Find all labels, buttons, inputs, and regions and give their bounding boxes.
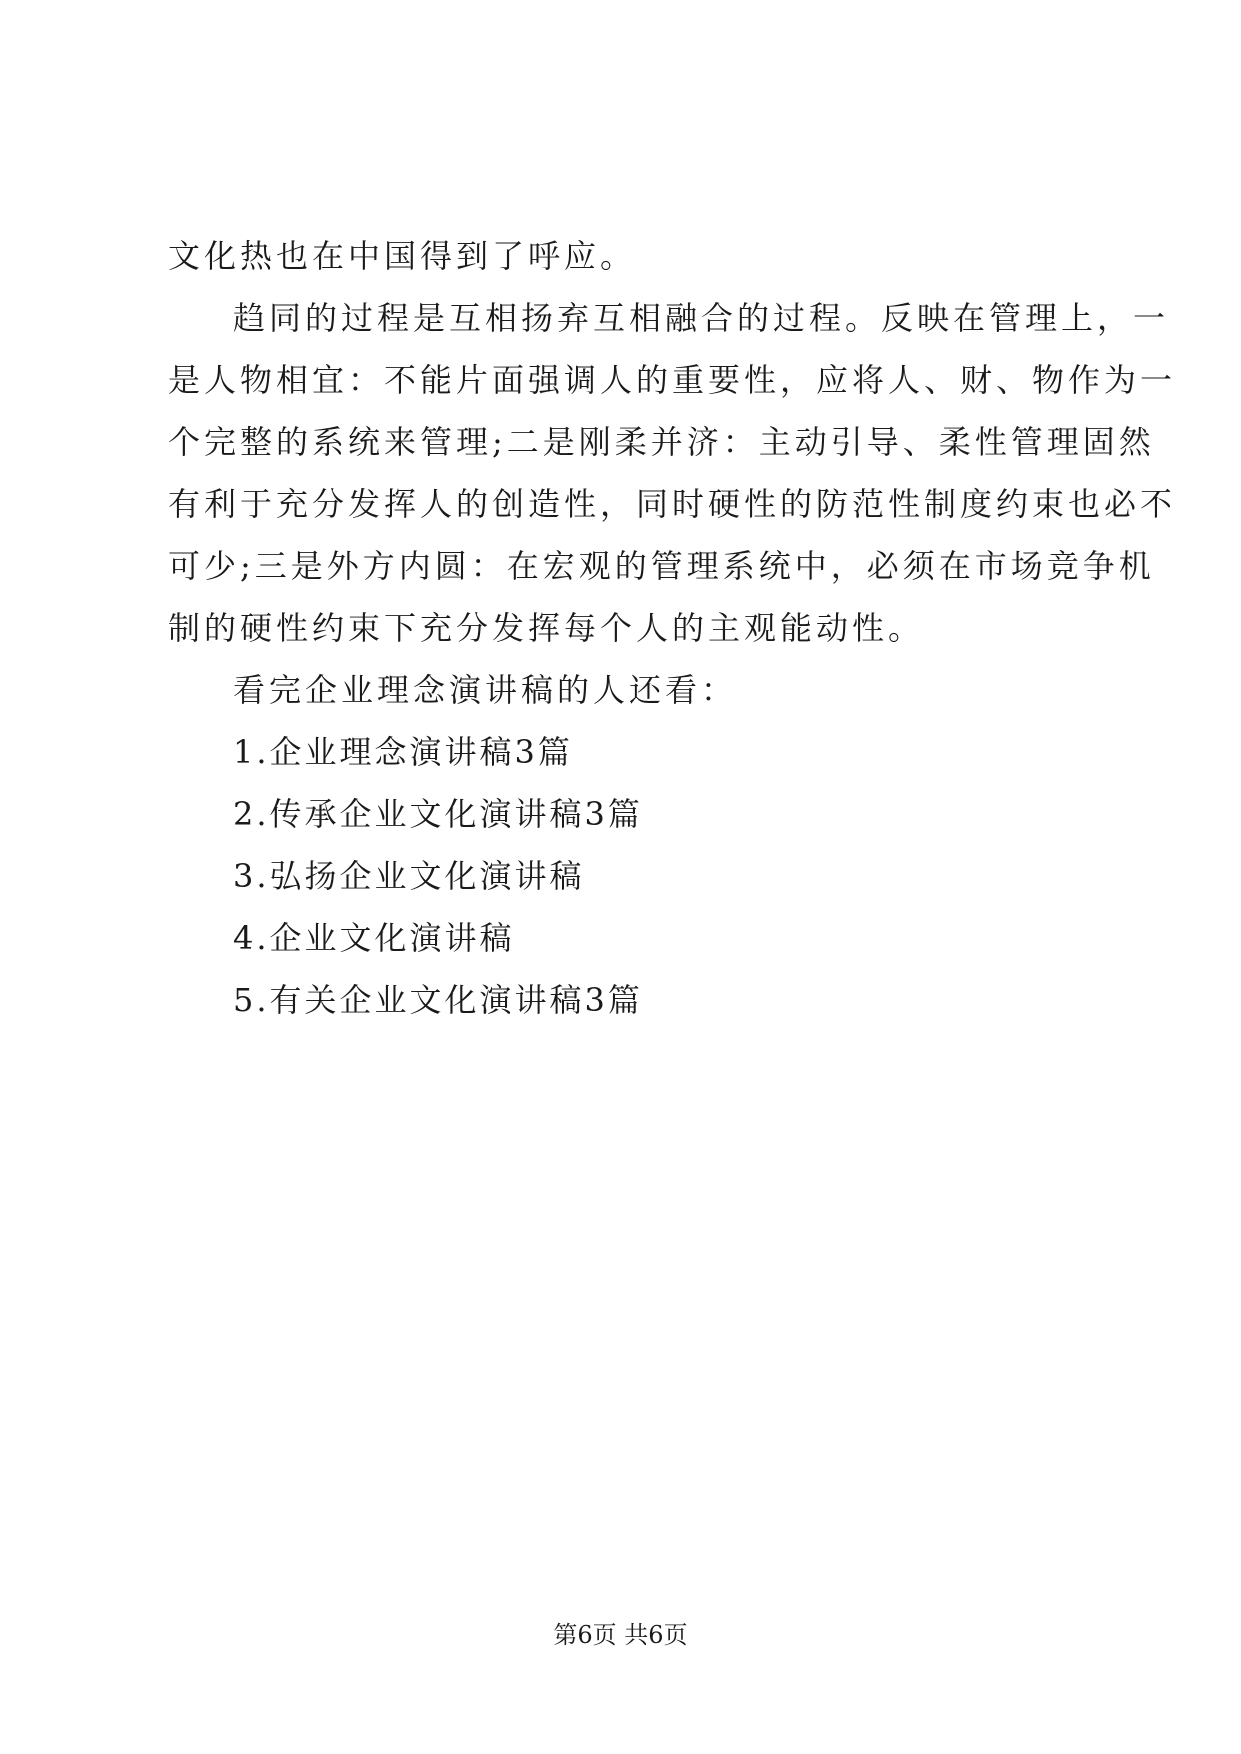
- related-list-item: 5.有关企业文化演讲稿3篇: [233, 981, 643, 1019]
- related-list-item: 1.企业理念演讲稿3篇: [233, 733, 573, 771]
- paragraph-line: 可少;三是外方内圆：在宏观的管理系统中，必须在市场竞争机: [168, 547, 1155, 585]
- paragraph-line: 文化热也在中国得到了呼应。: [168, 237, 637, 275]
- page-number-footer: 第6页 共6页: [553, 1621, 688, 1649]
- paragraph-line: 有利于充分发挥人的创造性，同时硬性的防范性制度约束也必不: [168, 485, 1177, 523]
- related-heading: 看完企业理念演讲稿的人还看：: [233, 671, 738, 709]
- related-list-item: 3.弘扬企业文化演讲稿: [233, 857, 585, 895]
- paragraph-line: 制的硬性约束下充分发挥每个人的主观能动性。: [168, 609, 925, 647]
- related-list-item: 2.传承企业文化演讲稿3篇: [233, 795, 643, 833]
- paragraph-line: 是人物相宜：不能片面强调人的重要性，应将人、财、物作为一: [168, 361, 1177, 399]
- paragraph-line: 趋同的过程是互相扬弃互相融合的过程。反映在管理上，一: [233, 299, 1170, 337]
- paragraph-line: 个完整的系统来管理;二是刚柔并济：主动引导、柔性管理固然: [168, 423, 1155, 461]
- related-list-item: 4.企业文化演讲稿: [233, 919, 515, 957]
